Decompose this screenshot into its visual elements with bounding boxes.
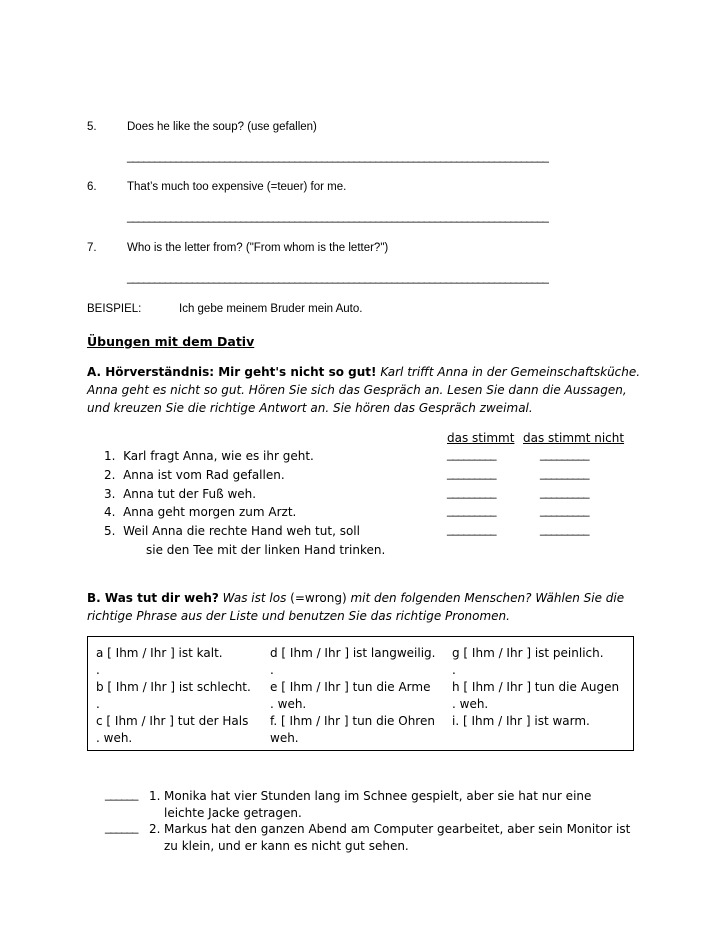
exercise-2-text: Markus hat den ganzen Abend am Computer gearbeitet, aber sein Monitor ist <box>164 822 631 836</box>
exercise-1-blank[interactable]: ______ <box>105 789 138 801</box>
answer-blank-true-2[interactable]: _________ <box>447 468 496 480</box>
option-h: h [ Ihm / Ihr ] tun die Augen . weh. <box>452 680 620 711</box>
item-6-number: 6. <box>87 181 97 193</box>
statement-5-continued: sie den Tee mit der linken Hand trinken. <box>146 543 386 557</box>
option-d: d [ Ihm / Ihr ] ist langweilig. . <box>270 646 436 677</box>
option-e: e [ Ihm / Ihr ] tun die Arme . weh. <box>270 680 431 711</box>
answer-blank-false-3[interactable]: _________ <box>540 487 589 499</box>
item-6-prompt: That’s much too expensive (=teuer) for me. <box>127 181 347 193</box>
item-6-answer-line[interactable]: ______________________________________________________________________________ <box>127 211 548 223</box>
part-b-text-1: Was ist los <box>222 591 287 605</box>
answer-blank-false-1[interactable]: _________ <box>540 449 589 461</box>
answer-blank-false-5[interactable]: _________ <box>540 524 589 536</box>
part-a-text: Karl trifft Anna in der Gemeinschaftsküche. Anna geht es nicht so gut. Hören Sie sich das Gespräch an. Lesen Sie dann die Aussagen, und kreuzen Sie die richtige Antwort an. Sie hören das Gespräch zweimal. <box>87 365 641 415</box>
option-g: g [ Ihm / Ihr ] ist peinlich. . <box>452 646 604 677</box>
exercise-1-text-cont: leichte Jacke getragen. <box>164 806 302 820</box>
item-7-number: 7. <box>87 242 97 254</box>
part-b-heading: B. Was tut dir weh? <box>87 591 219 605</box>
statement-2: 2. Anna ist vom Rad gefallen. <box>104 468 285 482</box>
answer-blank-false-4[interactable]: _________ <box>540 505 589 517</box>
option-f: f. [ Ihm / Ihr ] tun die Ohren weh. <box>270 714 435 745</box>
answer-blank-true-1[interactable]: _________ <box>447 449 496 461</box>
answer-blank-true-3[interactable]: _________ <box>447 487 496 499</box>
exercise-1-number: 1. <box>149 789 161 803</box>
section-title: Übungen mit dem Dativ <box>87 334 255 349</box>
part-b-text-3: mit den folgenden Menschen? Wählen Sie die richtige Phrase aus der Liste und benutzen Sie das richtige Pronomen. <box>87 591 625 623</box>
exercise-2-blank[interactable]: ______ <box>105 822 138 834</box>
option-b: b [ Ihm / Ihr ] ist schlecht. . <box>96 680 251 711</box>
example-text: Ich gebe meinem Bruder mein Auto. <box>179 303 363 315</box>
item-5-prompt: Does he like the soup? (use gefallen) <box>127 121 317 133</box>
statement-4: 4. Anna geht morgen zum Arzt. <box>104 505 297 519</box>
column-header-false: das stimmt nicht <box>523 431 625 445</box>
answer-blank-true-5[interactable]: _________ <box>447 524 496 536</box>
option-i: i. [ Ihm / Ihr ] ist warm. <box>452 714 590 728</box>
answer-blank-true-4[interactable]: _________ <box>447 505 496 517</box>
item-7-answer-line[interactable]: ______________________________________________________________________________ <box>127 272 548 284</box>
phrase-options-box <box>87 636 634 751</box>
example-label: BEISPIEL: <box>87 303 142 315</box>
option-c: c [ Ihm / Ihr ] tut der Hals . weh. <box>96 714 249 745</box>
item-7-prompt: Who is the letter from? ("From whom is the letter?") <box>127 242 389 254</box>
statement-1: 1. Karl fragt Anna, wie es ihr geht. <box>104 449 314 463</box>
part-b-instructions <box>87 589 647 625</box>
statement-3: 3. Anna tut der Fuß weh. <box>104 487 257 501</box>
part-a-heading: A. Hörverständnis: Mir geht's nicht so gut! <box>87 365 377 379</box>
column-header-true: das stimmt <box>447 431 515 445</box>
item-5-answer-line[interactable]: ______________________________________________________________________________ <box>127 151 548 163</box>
exercise-2-text-cont: zu klein, und er kann es nicht gut sehen. <box>164 839 409 853</box>
option-a: a [ Ihm / Ihr ] ist kalt. . <box>96 646 223 677</box>
item-5-number: 5. <box>87 121 97 133</box>
exercise-1-text: Monika hat vier Stunden lang im Schnee gespielt, aber sie hat nur eine <box>164 789 592 803</box>
statement-5: 5. Weil Anna die rechte Hand weh tut, soll <box>104 524 360 538</box>
answer-blank-false-2[interactable]: _________ <box>540 468 589 480</box>
exercise-2-number: 2. <box>149 822 161 836</box>
part-a-instructions <box>87 363 647 417</box>
part-b-text-2: (=wrong) <box>290 591 347 605</box>
